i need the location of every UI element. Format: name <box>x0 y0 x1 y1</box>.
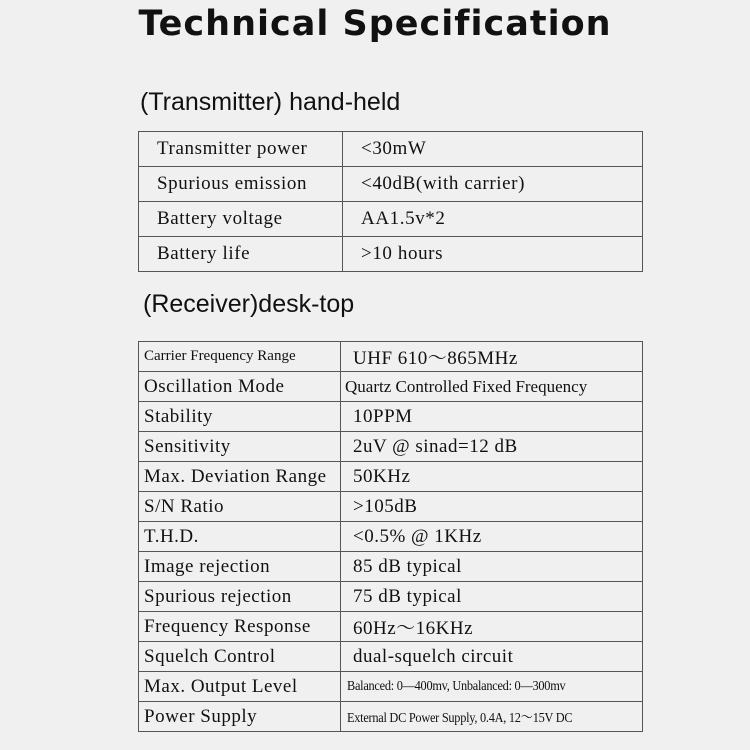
table-row <box>139 522 643 552</box>
value-cell <box>341 702 643 732</box>
param-cell: Stability <box>139 402 341 432</box>
table-row <box>139 202 643 237</box>
param-cell: Frequency Response <box>139 612 341 642</box>
value-cell: 50KHz <box>341 462 643 492</box>
value-cell: dual-squelch circuit <box>341 642 643 672</box>
value-cell: >105dB <box>341 492 643 522</box>
param-cell: Max. Output Level <box>139 672 341 702</box>
table-row <box>139 672 643 702</box>
table-row <box>139 582 643 612</box>
page-title: Technical Specification <box>138 4 612 44</box>
param-cell: Squelch Control <box>139 642 341 672</box>
table-row <box>139 702 643 732</box>
param-cell: Power Supply <box>139 702 341 732</box>
table-row <box>139 642 643 672</box>
receiver-heading: (Receiver)desk-top <box>143 290 355 318</box>
value-cell: 85 dB typical <box>341 552 643 582</box>
table-row <box>139 372 643 402</box>
value-cell: 2uV @ sinad=12 dB <box>341 432 643 462</box>
param-cell: Battery voltage <box>139 202 343 237</box>
value-cell: <0.5% @ 1KHz <box>341 522 643 552</box>
value-text: External DC Power Supply, 0.4A, 12～15V DC <box>347 710 573 726</box>
table-row <box>139 432 643 462</box>
param-cell: Max. Deviation Range <box>139 462 341 492</box>
param-cell: Oscillation Mode <box>139 372 341 402</box>
param-cell: Spurious emission <box>139 167 343 202</box>
param-cell: Spurious rejection <box>139 582 341 612</box>
value-cell: Quartz Controlled Fixed Frequency <box>341 372 643 402</box>
value-cell: >10 hours <box>343 237 643 272</box>
table-row <box>139 552 643 582</box>
value-cell: 10PPM <box>341 402 643 432</box>
transmitter-heading: (Transmitter) hand-held <box>140 88 401 116</box>
param-cell: Transmitter power <box>139 132 343 167</box>
param-cell: Carrier Frequency Range <box>139 342 341 372</box>
value-text: Balanced: 0—400mv, Unbalanced: 0—300mv <box>347 678 566 694</box>
value-cell: <30mW <box>343 132 643 167</box>
value-cell: AA1.5v*2 <box>343 202 643 237</box>
table-row <box>139 612 643 642</box>
table-row <box>139 462 643 492</box>
table-row <box>139 167 643 202</box>
table-row <box>139 402 643 432</box>
table-row <box>139 492 643 522</box>
param-cell: T.H.D. <box>139 522 341 552</box>
table-row <box>139 132 643 167</box>
param-cell: Image rejection <box>139 552 341 582</box>
param-cell: S/N Ratio <box>139 492 341 522</box>
transmitter-spec-table <box>138 131 643 272</box>
value-cell: <40dB(with carrier) <box>343 167 643 202</box>
value-cell: 75 dB typical <box>341 582 643 612</box>
table-row <box>139 237 643 272</box>
value-cell: 60Hz～16KHz <box>341 612 643 642</box>
receiver-spec-table <box>138 341 643 732</box>
param-cell: Sensitivity <box>139 432 341 462</box>
value-cell <box>341 672 643 702</box>
param-cell: Battery life <box>139 237 343 272</box>
table-row <box>139 342 643 372</box>
value-cell: UHF 610～865MHz <box>341 342 643 372</box>
